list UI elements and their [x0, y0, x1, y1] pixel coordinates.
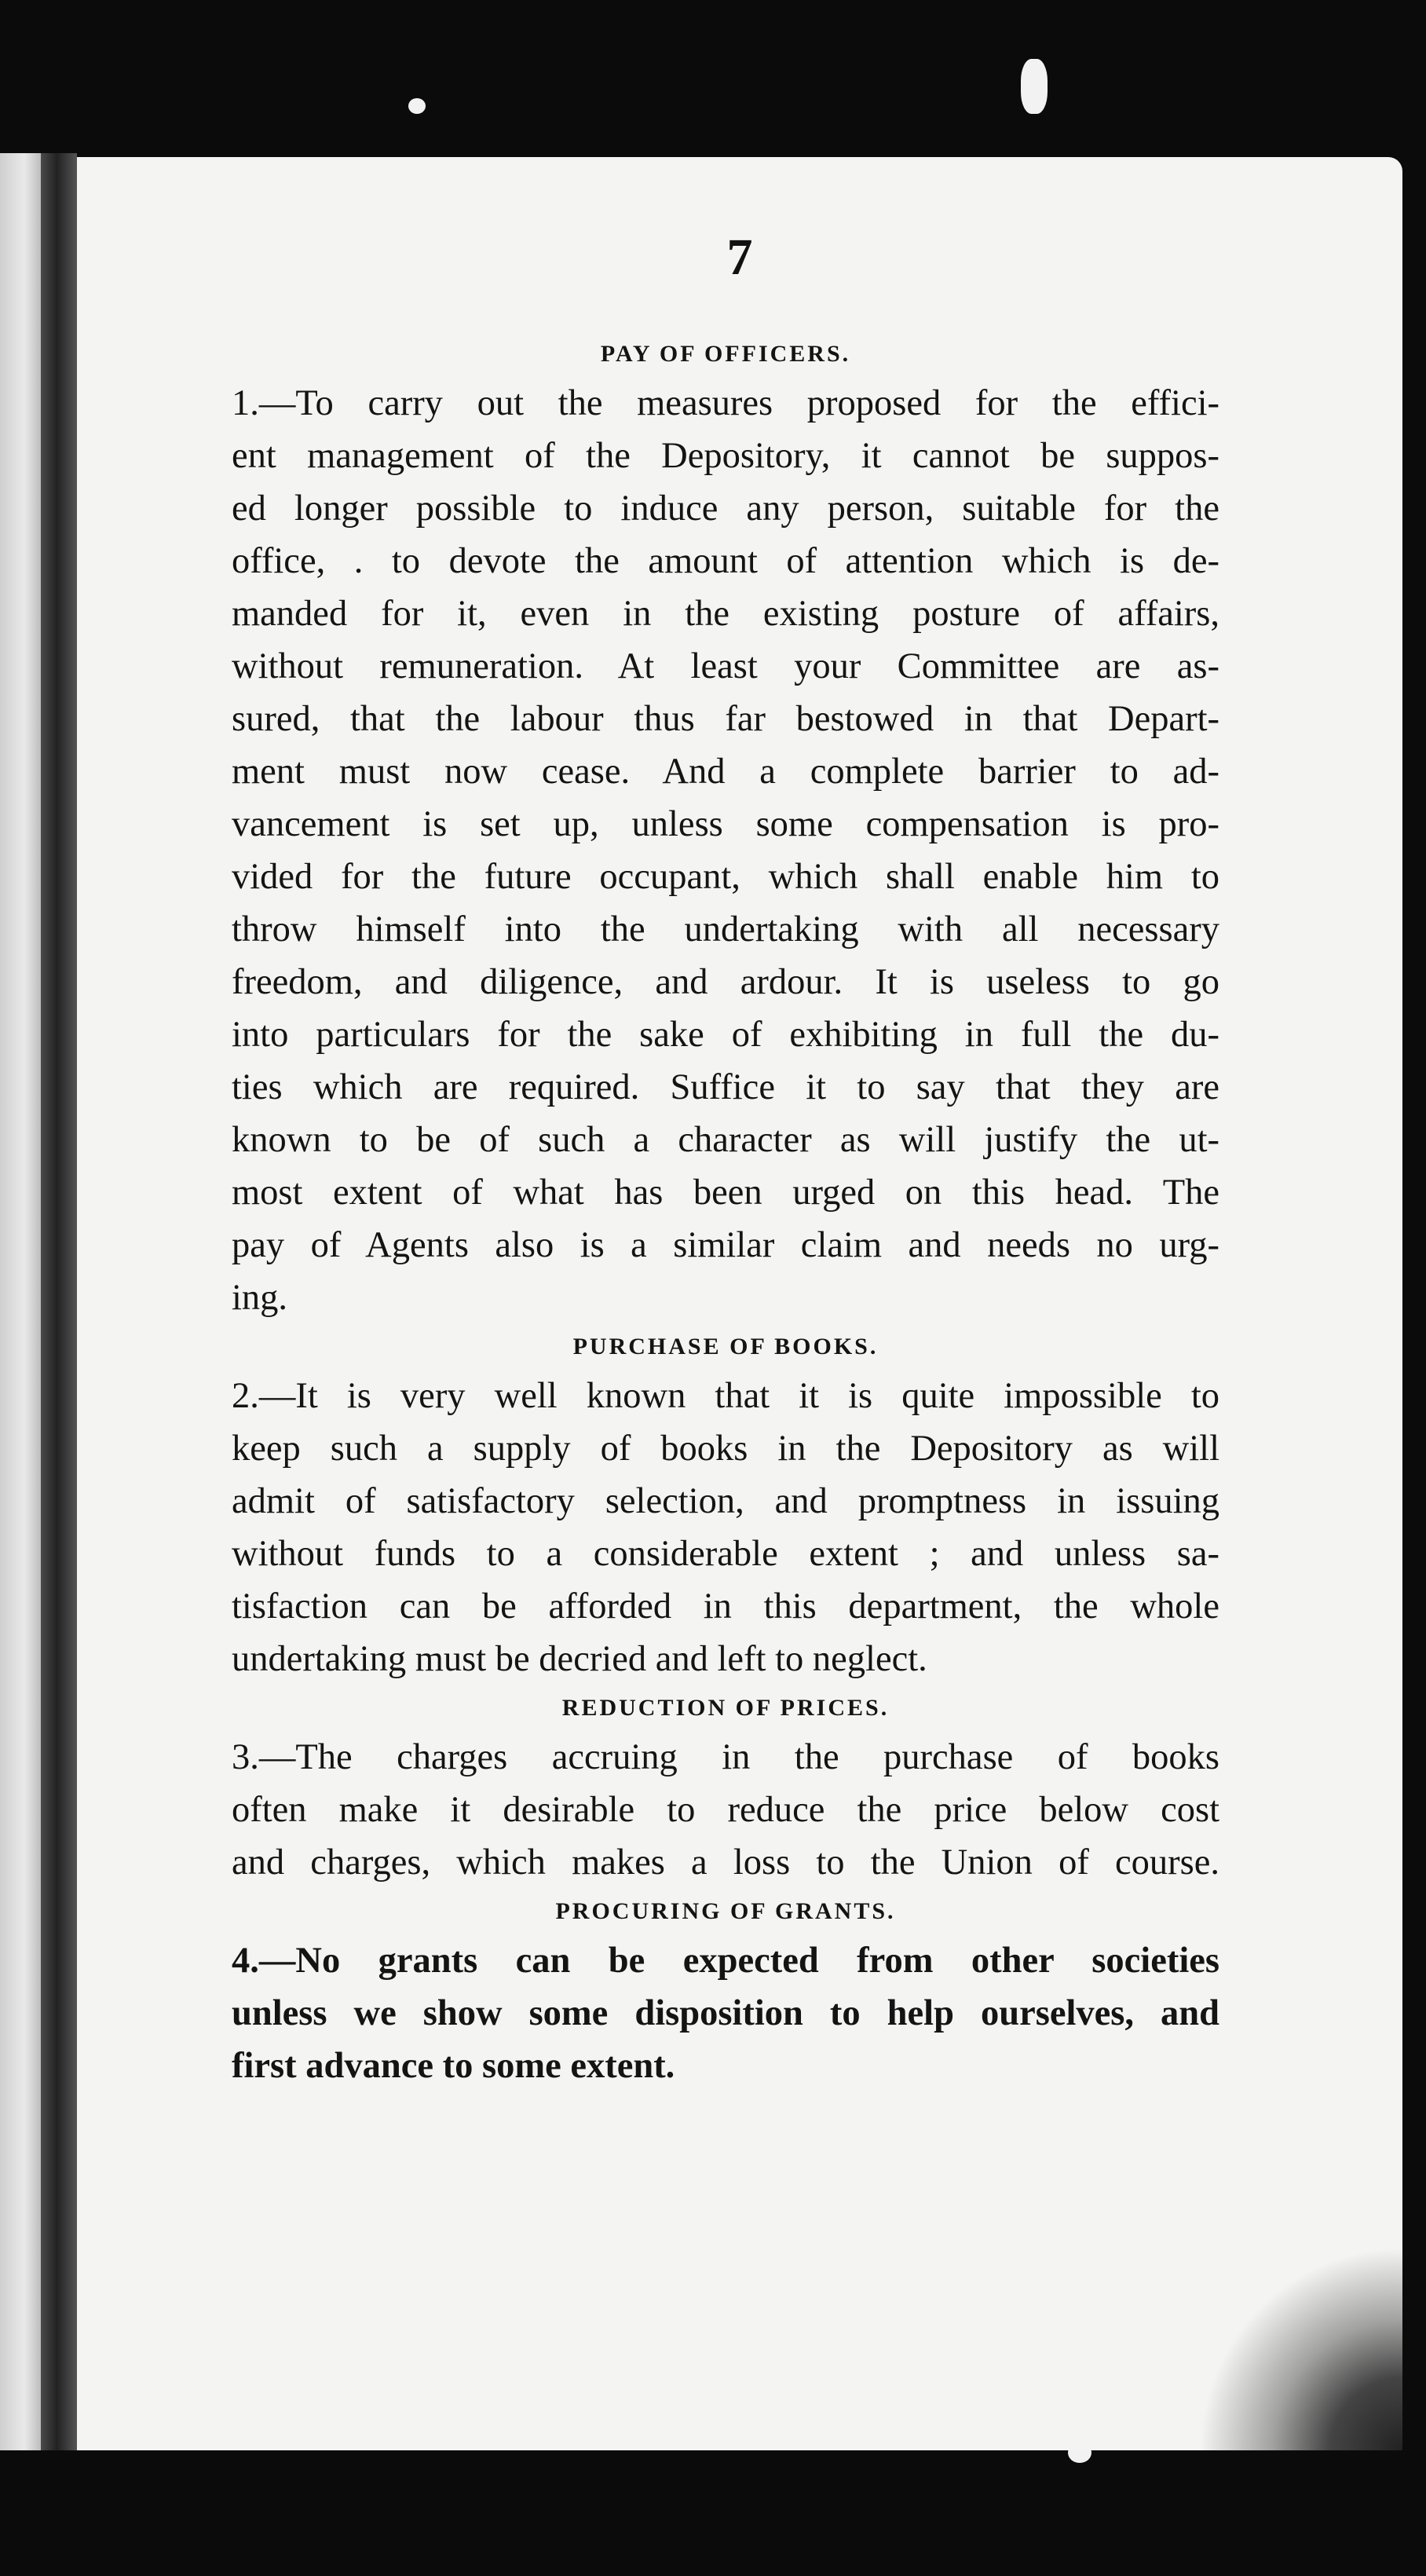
text-line: ent management of the Depository, it cannot be suppos- [232, 436, 1219, 476]
text-line: and charges, which makes a loss to the Union of course. [232, 1842, 1219, 1883]
text-line: undertaking must be decried and left to neglect. [232, 1639, 927, 1679]
section-paragraph-reduction-of-prices [232, 1731, 1219, 1889]
dust-speck [1021, 59, 1048, 114]
page-body [232, 331, 1219, 2092]
text-line: ment must now cease. And a complete barrier to ad- [232, 752, 1219, 792]
text-line: tisfaction can be afforded in this department, the whole [232, 1586, 1219, 1626]
text-line: often make it desirable to reduce the price below cost [232, 1790, 1219, 1830]
text-line: most extent of what has been urged on this head. The [232, 1173, 1219, 1213]
text-line: first advance to some extent. [232, 2046, 675, 2086]
text-line: 4.—No grants can be expected from other societies [232, 1941, 1219, 1981]
text-line: unless we show some disposition to help ourselves, and [232, 1993, 1219, 2033]
text-line: keep such a supply of books in the Depository as will [232, 1429, 1219, 1469]
text-line: freedom, and diligence, and ardour. It is useless to go [232, 962, 1219, 1002]
text-line: admit of satisfactory selection, and promptness in issuing [232, 1481, 1219, 1521]
text-line: ed longer possible to induce any person, suitable for the [232, 488, 1219, 529]
text-line: sured, that the labour thus far bestowed in that Depart- [232, 699, 1219, 739]
page-number: 7 [726, 229, 753, 286]
text-line: ties which are required. Suffice it to say that they are [232, 1067, 1219, 1107]
text-line: throw himself into the undertaking with all necessary [232, 909, 1219, 950]
section-heading-reduction-of-prices: REDUCTION OF PRICES. [561, 1695, 890, 1721]
dust-speck [408, 98, 426, 114]
text-line: without remuneration. At least your Committee are as- [232, 646, 1219, 686]
text-line: vancement is set up, unless some compensation is pro- [232, 804, 1219, 844]
section-heading-pay-of-officers: PAY OF OFFICERS. [600, 341, 851, 367]
text-line: 3.—The charges accruing in the purchase of books [232, 1737, 1219, 1777]
text-line: 2.—It is very well known that it is quite impossible to [232, 1376, 1219, 1416]
text-line: pay of Agents also is a similar claim and needs no urg- [232, 1225, 1219, 1265]
text-line: without funds to a considerable extent ; and unless sa- [232, 1534, 1219, 1574]
page-sheet [77, 157, 1402, 2450]
facing-page-edge [0, 153, 41, 2450]
book-gutter [41, 153, 77, 2450]
section-paragraph-procuring-of-grants [232, 1934, 1219, 2092]
section-paragraph-purchase-of-books [232, 1370, 1219, 1685]
text-line: office, . to devote the amount of attention which is de- [232, 541, 1219, 581]
section-heading-procuring-of-grants: PROCURING OF GRANTS. [555, 1898, 896, 1924]
section-paragraph-pay-of-officers [232, 377, 1219, 1324]
page-corner-shadow [1198, 2246, 1402, 2450]
text-line: known to be of such a character as will justify the ut- [232, 1120, 1219, 1160]
text-line: manded for it, even in the existing posture of affairs, [232, 594, 1219, 634]
section-heading-purchase-of-books: PURCHASE OF BOOKS. [572, 1334, 879, 1359]
text-line: 1.—To carry out the measures proposed for the effici- [232, 383, 1219, 423]
text-line: into particulars for the sake of exhibiting in full the du- [232, 1015, 1219, 1055]
text-line: ing. [232, 1278, 288, 1318]
text-line: vided for the future occupant, which shall enable him to [232, 857, 1219, 897]
